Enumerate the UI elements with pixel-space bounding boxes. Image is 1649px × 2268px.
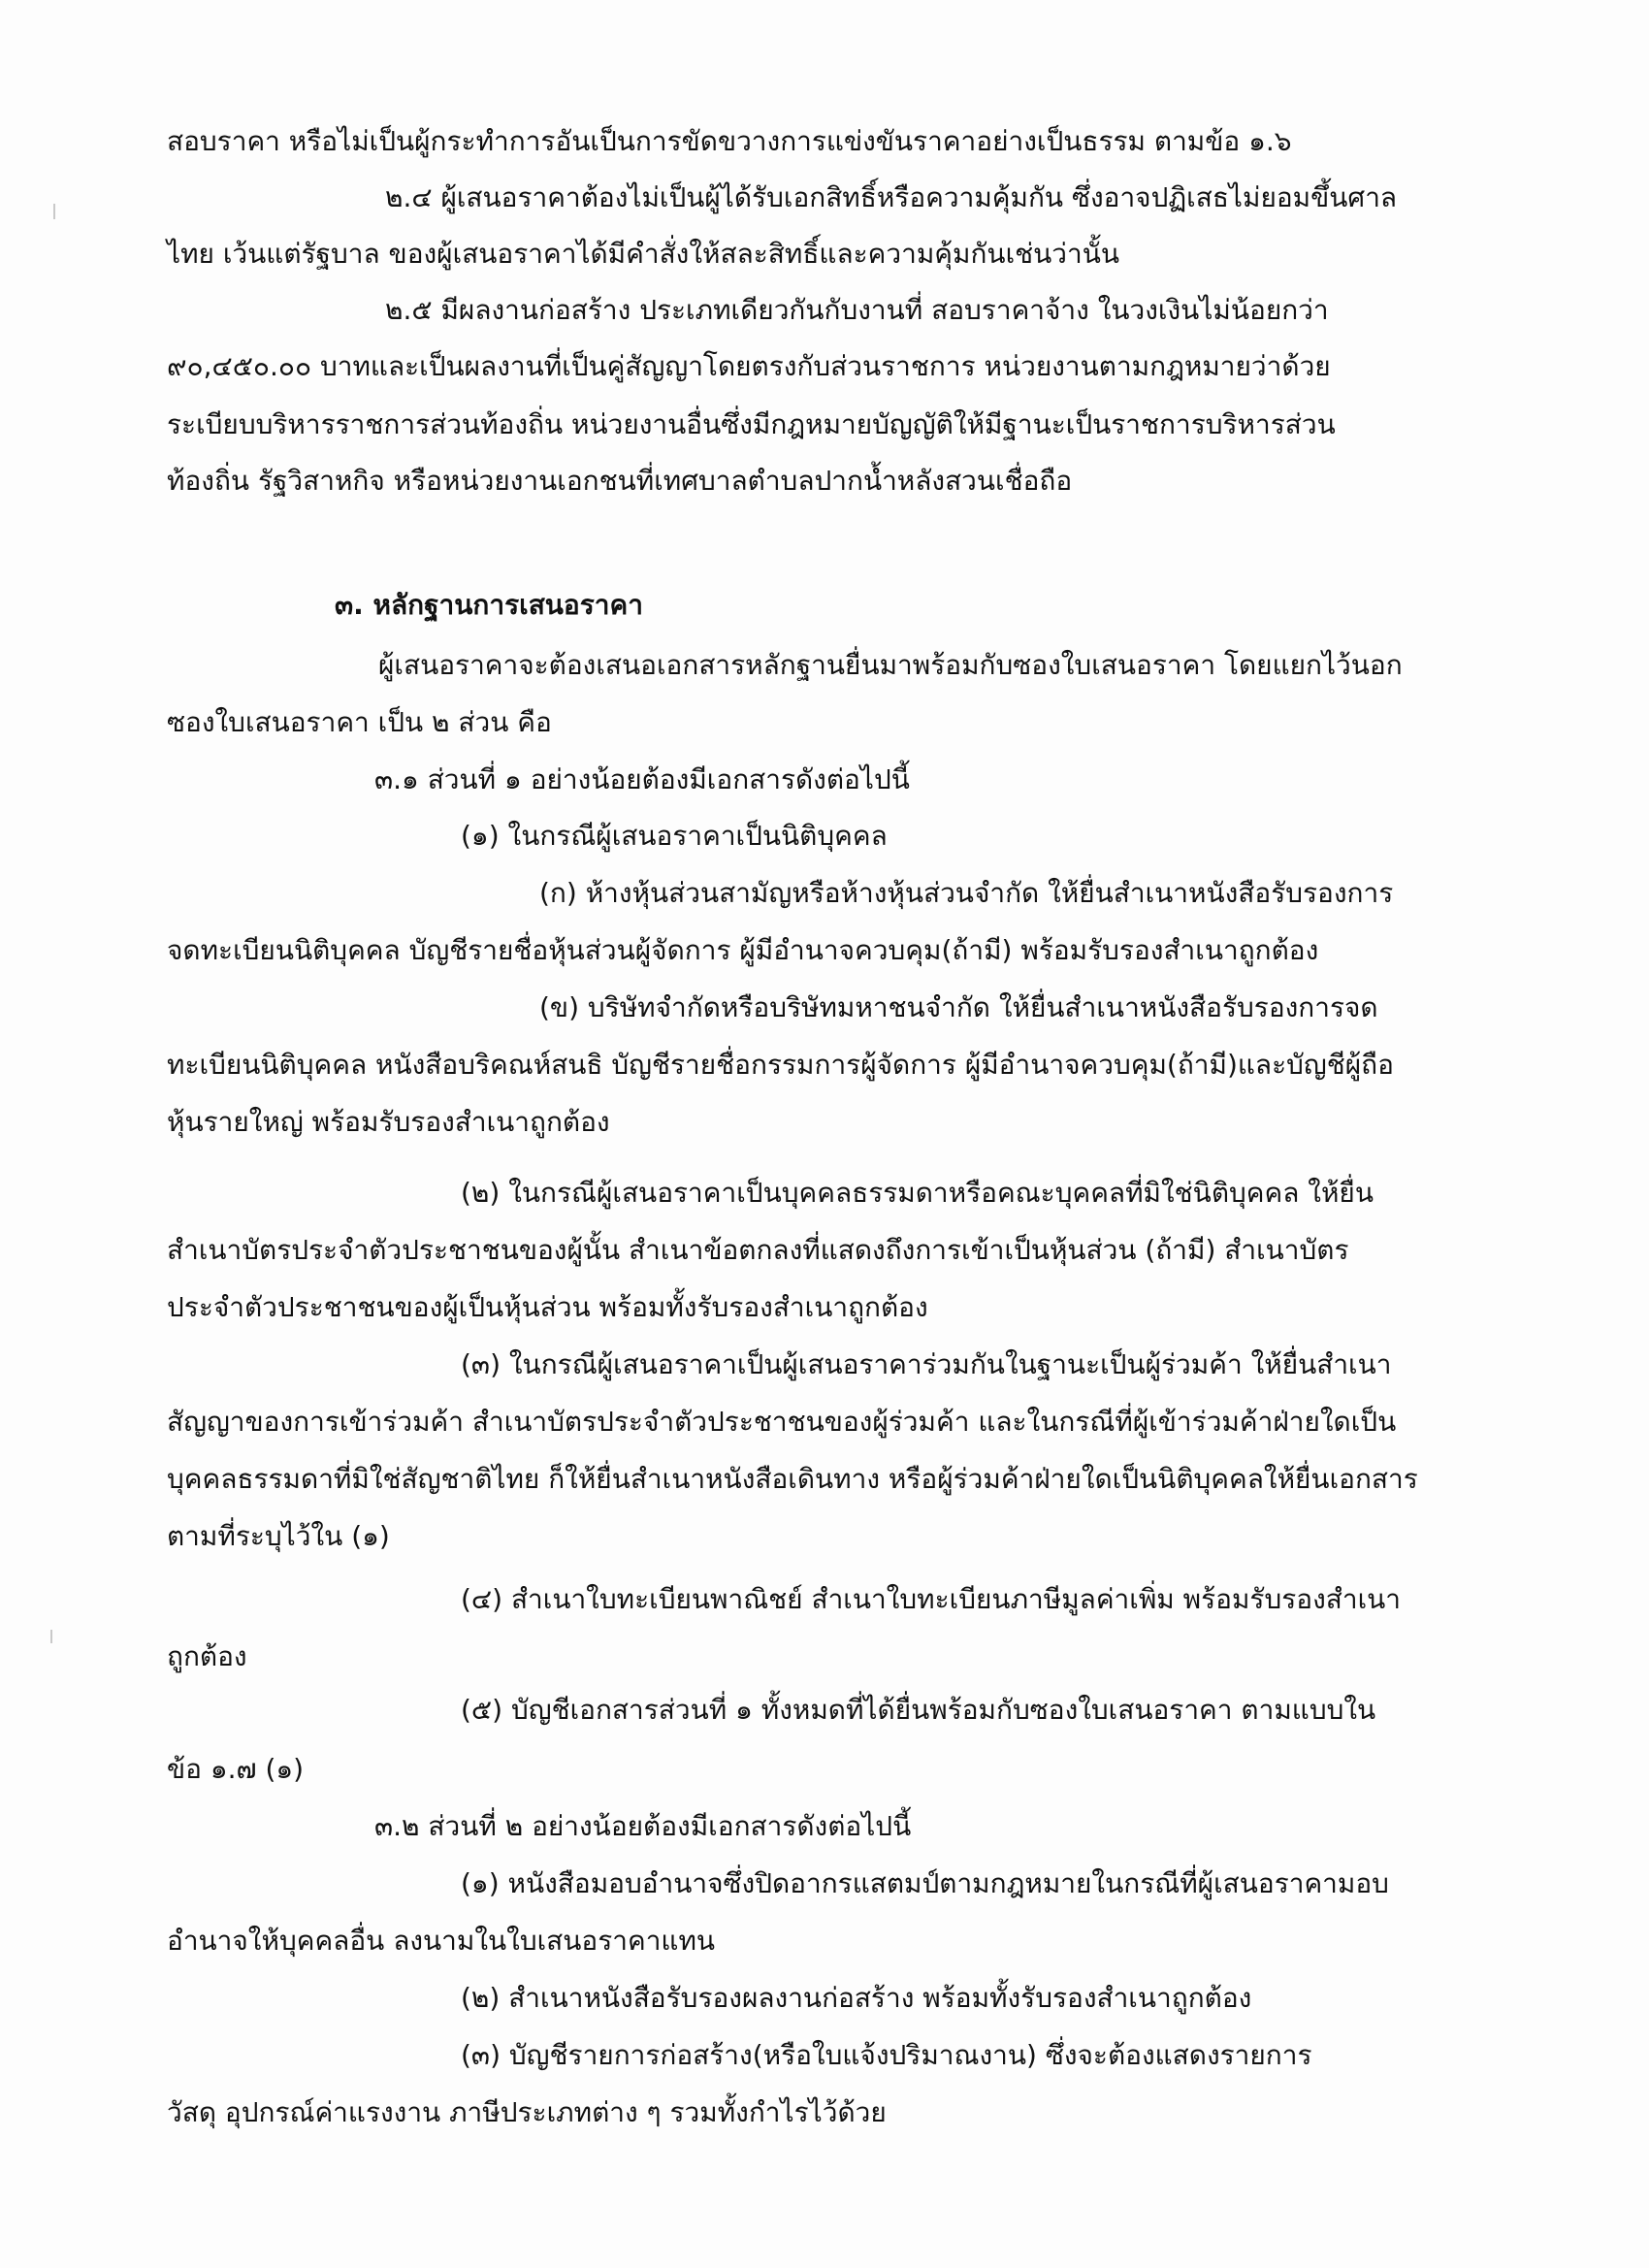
text-line: อำนาจให้บุคคลอื่น ลงนามในใบเสนอราคาแทน xyxy=(167,1925,716,1957)
text-line: ผู้เสนอราคาจะต้องเสนอเอกสารหลักฐานยื่นมาพร้อมกับซองใบเสนอราคา โดยแยกไว้นอก xyxy=(378,649,1403,681)
text-line: ตามที่ระบุไว้ใน (๑) xyxy=(167,1520,390,1552)
text-line: (ก) ห้างหุ้นส่วนสามัญหรือห้างหุ้นส่วนจำกัด ให้ยื่นสำเนาหนังสือรับรองการ xyxy=(539,877,1394,909)
text-line: (๕) บัญชีเอกสารส่วนที่ ๑ ทั้งหมดที่ได้ยื่นพร้อมกับซองใบเสนอราคา ตามแบบใน xyxy=(461,1694,1376,1726)
text-line: ไทย เว้นแต่รัฐบาล ของผู้เสนอราคาได้มีคำสั่งให้สละสิทธิ์และความคุ้มกันเช่นว่านั้น xyxy=(167,238,1120,270)
text-line: ถูกต้อง xyxy=(167,1640,247,1672)
text-line: (๔) สำเนาใบทะเบียนพาณิชย์ สำเนาใบทะเบียนภาษีมูลค่าเพิ่ม พร้อมรับรองสำเนา xyxy=(461,1583,1402,1615)
text-line: สัญญาของการเข้าร่วมค้า สำเนาบัตรประจำตัวประชาชนของผู้ร่วมค้า และในกรณีที่ผู้เข้าร่วมค้าฝ่ายใดเป็น xyxy=(167,1406,1397,1438)
text-line: ๓.๒ ส่วนที่ ๒ อย่างน้อยต้องมีเอกสารดังต่อไปนี้ xyxy=(374,1810,912,1842)
text-line: บุคคลธรรมดาที่มิใช่สัญชาติไทย ก็ให้ยื่นสำเนาหนังสือเดินทาง หรือผู้ร่วมค้าฝ่ายใดเป็นนิติบุคคลให้ยื่นเอกสาร xyxy=(167,1463,1418,1495)
text-line: ท้องถิ่น รัฐวิสาหกิจ หรือหน่วยงานเอกชนที่เทศบาลตำบลปากน้ำหลังสวนเชื่อถือ xyxy=(167,465,1073,497)
text-line: (๓) ในกรณีผู้เสนอราคาเป็นผู้เสนอราคาร่วมกันในฐานะเป็นผู้ร่วมค้า ให้ยื่นสำเนา xyxy=(461,1348,1392,1380)
text-line: ระเบียบบริหารราชการส่วนท้องถิ่น หน่วยงานอื่นซึ่งมีกฎหมายบัญญัติให้มีฐานะเป็นราชการบริหารส่วน xyxy=(167,408,1336,440)
text-line: (๒) ในกรณีผู้เสนอราคาเป็นบุคคลธรรมดาหรือคณะบุคคลที่มิใช่นิติบุคคล ให้ยื่น xyxy=(461,1177,1374,1209)
text-line: จดทะเบียนนิติบุคคล บัญชีรายชื่อหุ้นส่วนผู้จัดการ ผู้มีอำนาจควบคุม(ถ้ามี) พร้อมรับรองสำเนาถูกต้อง xyxy=(167,934,1319,966)
text-line: ๓.๑ ส่วนที่ ๑ อย่างน้อยต้องมีเอกสารดังต่อไปนี้ xyxy=(374,763,910,795)
text-line: ๙๐,๔๕๐.๐๐ บาทและเป็นผลงานที่เป็นคู่สัญญาโดยตรงกับส่วนราชการ หน่วยงานตามกฎหมายว่าด้วย xyxy=(167,350,1331,382)
text-line: (ข) บริษัทจำกัดหรือบริษัทมหาชนจำกัด ให้ยื่นสำเนาหนังสือรับรองการจด xyxy=(539,991,1378,1023)
text-line: (๓) บัญชีรายการก่อสร้าง(หรือใบแจ้งปริมาณงาน) ซึ่งจะต้องแสดงรายการ xyxy=(461,2039,1312,2071)
section-heading: ๓. หลักฐานการเสนอราคา xyxy=(335,589,643,621)
text-line: (๑) ในกรณีผู้เสนอราคาเป็นนิติบุคคล xyxy=(461,820,888,852)
text-line: สอบราคา หรือไม่เป็นผู้กระทำการอันเป็นการขัดขวางการแข่งขันราคาอย่างเป็นธรรม ตามข้อ ๑.๖ xyxy=(167,125,1292,157)
text-line: (๑) หนังสือมอบอำนาจซึ่งปิดอากรแสตมป์ตามกฎหมายในกรณีที่ผู้เสนอราคามอบ xyxy=(461,1867,1389,1899)
scan-margin-mark xyxy=(53,204,55,219)
text-line: ๒.๔ ผู้เสนอราคาต้องไม่เป็นผู้ได้รับเอกสิทธิ์หรือความคุ้มกัน ซึ่งอาจปฏิเสธไม่ยอมขึ้นศาล xyxy=(385,181,1398,213)
text-line: หุ้นรายใหญ่ พร้อมรับรองสำเนาถูกต้อง xyxy=(167,1106,610,1138)
text-line: ๒.๕ มีผลงานก่อสร้าง ประเภทเดียวกันกับงานที่ สอบราคาจ้าง ในวงเงินไม่น้อยกว่า xyxy=(385,294,1329,326)
text-line: ทะเบียนนิติบุคคล หนังสือบริคณห์สนธิ บัญชีรายชื่อกรรมการผู้จัดการ ผู้มีอำนาจควบคุม(ถ้ามี)และบัญชีผู้ถือ xyxy=(167,1049,1394,1081)
text-line: ข้อ ๑.๗ (๑) xyxy=(167,1753,305,1785)
text-line: ซองใบเสนอราคา เป็น ๒ ส่วน คือ xyxy=(167,706,552,738)
text-line: ประจำตัวประชาชนของผู้เป็นหุ้นส่วน พร้อมทั้งรับรองสำเนาถูกต้อง xyxy=(167,1291,928,1323)
text-line: วัสดุ อุปกรณ์ค่าแรงงาน ภาษีประเภทต่าง ๆ รวมทั้งกำไรไว้ด้วย xyxy=(167,2096,887,2128)
text-line: (๒) สำเนาหนังสือรับรองผลงานก่อสร้าง พร้อมทั้งรับรองสำเนาถูกต้อง xyxy=(461,1982,1252,2014)
scan-margin-mark xyxy=(50,1630,52,1643)
text-line: สำเนาบัตรประจำตัวประชาชนของผู้นั้น สำเนาข้อตกลงที่แสดงถึงการเข้าเป็นหุ้นส่วน (ถ้ามี) สำเนาบัตร xyxy=(167,1234,1349,1266)
